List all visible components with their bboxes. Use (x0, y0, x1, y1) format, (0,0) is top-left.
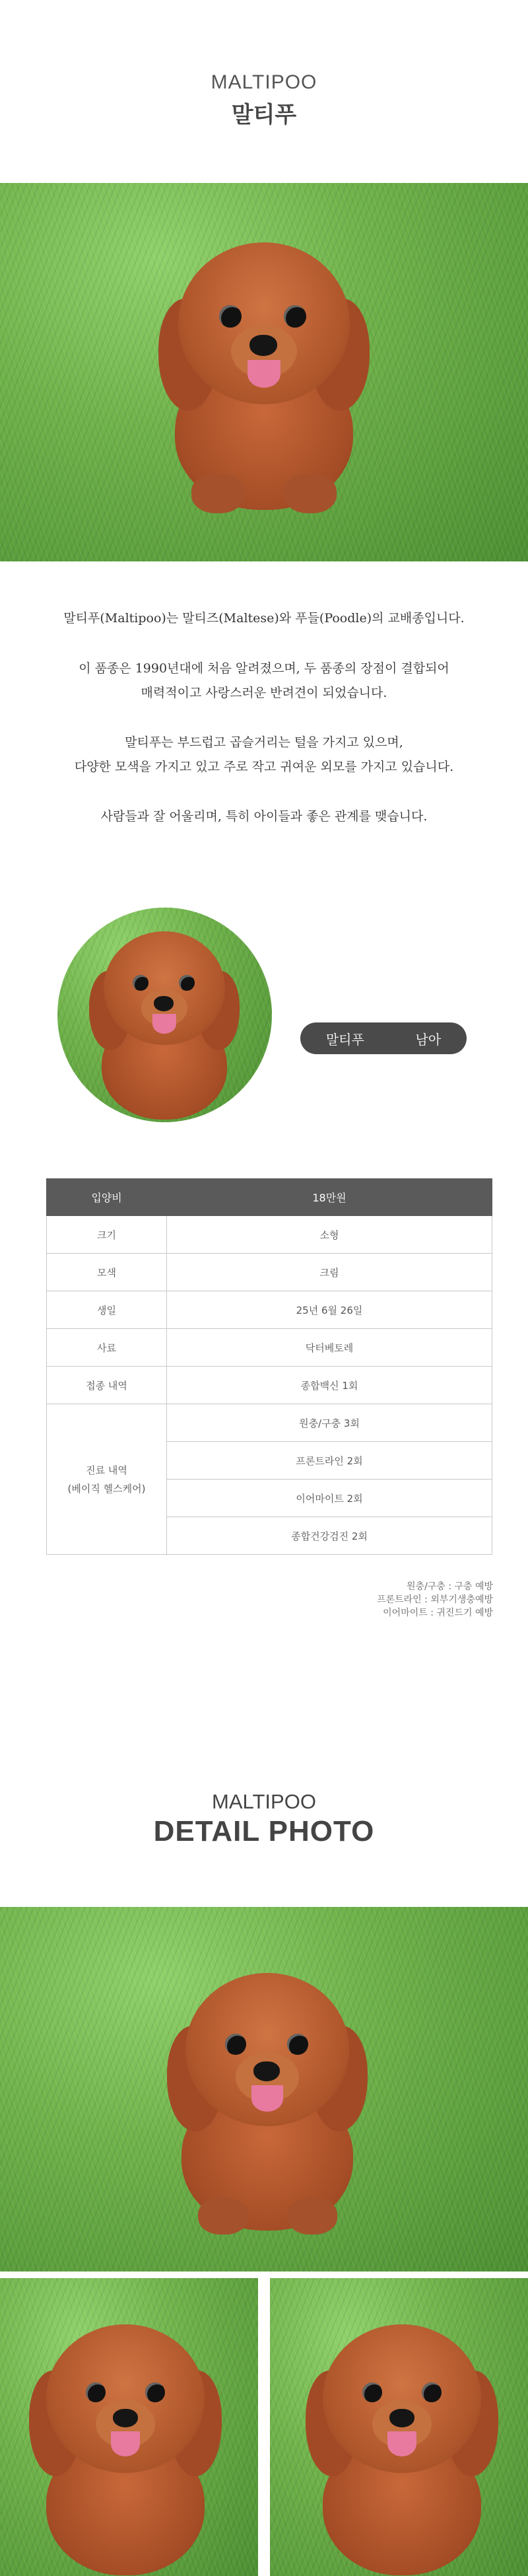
birthday-value: 25년 6월 26일 (167, 1291, 492, 1329)
hero-photo (0, 183, 528, 561)
description-line-5: 다양한 모색을 가지고 있고 주로 작고 귀여운 외모를 가지고 있습니다. (74, 760, 454, 774)
adoption-fee-value: 18만원 (167, 1179, 492, 1216)
adoption-fee-label: 입양비 (47, 1179, 167, 1216)
birthday-label: 생일 (47, 1291, 167, 1329)
care-notes (377, 1580, 493, 1620)
info-table (46, 1178, 492, 1555)
description-line-6: 사람들과 잘 어울리며, 특히 아이들과 좋은 관계를 맺습니다. (100, 809, 428, 824)
note-line: 프론트라인 : 외부기생충예방 (377, 1594, 493, 1605)
color-label: 모색 (47, 1254, 167, 1291)
color-value: 크림 (167, 1254, 492, 1291)
table-row (47, 1329, 492, 1367)
detail-title: DETAIL PHOTO (153, 1815, 375, 1847)
puppy-image (303, 2324, 501, 2575)
table-row (47, 1291, 492, 1329)
table-row (47, 1404, 492, 1442)
size-label: 크기 (47, 1216, 167, 1254)
food-value: 닥터베토레 (167, 1329, 492, 1367)
care-value-1: 원충/구충 3회 (167, 1404, 492, 1442)
description-line-4: 말티푸는 부드럽고 곱슬거리는 털을 가지고 있으며, (125, 735, 403, 750)
vaccination-label: 접종 내역 (47, 1367, 167, 1404)
table-row (47, 1367, 492, 1404)
table-header-row (47, 1179, 492, 1216)
care-label-line-2: (베이직 헬스케어) (67, 1482, 146, 1495)
detail-photo-left (0, 2278, 258, 2576)
profile-pill (300, 1022, 467, 1054)
detail-photo-large (0, 1907, 528, 2272)
puppy-image (85, 931, 244, 1122)
note-line: 이어마이트 : 귀진드기 예방 (383, 1608, 493, 1618)
food-label: 사료 (47, 1329, 167, 1367)
care-value-2: 프론트라인 2회 (167, 1442, 492, 1480)
sex-label: 남아 (415, 1031, 442, 1048)
breed-label: 말티푸 (325, 1031, 364, 1048)
vaccination-value: 종합백신 1회 (167, 1367, 492, 1404)
size-value: 소형 (167, 1216, 492, 1254)
header-eng-title: MALTIPOO (211, 71, 317, 93)
header-kor-title: 말티푸 (231, 102, 297, 128)
table-row (47, 1254, 492, 1291)
note-line: 원충/구충 : 구충 예방 (407, 1581, 493, 1592)
table-row (47, 1216, 492, 1254)
detail-photo-right (270, 2278, 528, 2576)
description-line-3: 매력적이고 사랑스러운 반려견이 되었습니다. (141, 686, 387, 700)
care-label-line-1: 진료 내역 (86, 1464, 127, 1476)
care-value-4: 종합건강검진 2회 (167, 1517, 492, 1555)
detail-eng-title: MALTIPOO (212, 1790, 316, 1813)
care-value-3: 이어마이트 2회 (167, 1480, 492, 1517)
care-label (47, 1404, 167, 1555)
puppy-image (162, 1973, 373, 2237)
puppy-image (26, 2324, 224, 2575)
puppy-image (152, 242, 376, 520)
description-line-1: 말티푸(Maltipoo)는 말티즈(Maltese)와 푸들(Poodle)의 교배종입니다. (63, 611, 465, 626)
description-line-2: 이 품종은 1990년대에 처음 알려졌으며, 두 품종의 장점이 결합되어 (79, 661, 449, 676)
profile-photo (57, 908, 272, 1122)
